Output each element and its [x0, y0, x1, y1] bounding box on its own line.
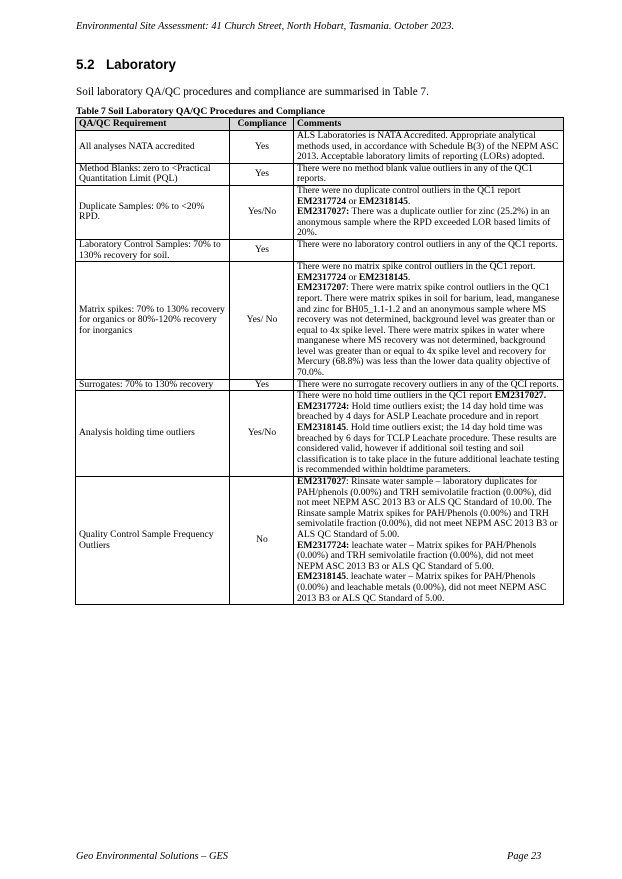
comments-cell [294, 477, 564, 605]
comment-text: leachate water – Matrix spikes for PAH/Phenols (0.00%) and TRH semivolatile fraction (0.00%), did not meet NEPM ASC 2013 B3 or ALS QC Standard of 5.00. [297, 539, 537, 572]
report-id: EM2317724: [297, 539, 350, 551]
compliance-cell: No [230, 477, 294, 605]
compliance-cell: Yes [230, 131, 294, 164]
comment-text: There were no method blank value outliers in any of the QC1 reports. [297, 162, 533, 185]
requirement-cell: Analysis holding time outliers [76, 391, 230, 477]
comments-cell [294, 262, 564, 380]
report-id: EM2317027 [297, 476, 347, 487]
comment-text: or [346, 271, 359, 283]
requirement-cell: Quality Control Sample Frequency Outliers [76, 477, 230, 605]
report-id: EM2317724 [297, 195, 347, 207]
requirement-cell: Laboratory Control Samples: 70% to 130% recovery for soil. [76, 239, 230, 261]
report-id: EM2317027. [494, 390, 547, 402]
table-row [76, 163, 564, 185]
comment-text: . [407, 195, 411, 207]
comment-paragraph [297, 240, 561, 251]
comment-paragraph [297, 380, 561, 391]
comment-paragraph [297, 207, 561, 239]
comment-text: . [407, 271, 411, 283]
comments-cell [294, 131, 564, 164]
section-number: 5.2 [76, 57, 95, 72]
compliance-cell: Yes/No [230, 391, 294, 477]
header-comments: Comments [294, 118, 564, 131]
comment-text: or [346, 195, 359, 207]
table-row [76, 185, 564, 239]
qaqc-table [75, 117, 564, 605]
comments-cell [294, 379, 564, 391]
header-requirement: QA/QC Requirement [76, 118, 230, 131]
report-id: EM2317207 [297, 282, 347, 294]
comment-text: : Rinsate water sample – laboratory duplicates for PAH/phenols (0.00%) and TRH semivolatile fraction (0.00%), did not meet NEPM ASC 2013 B3 or ALS QC Standard of 10.00. The Rinsate sample Matrix spikes for PAH/Phenols (0.00%) and TRH semivolatile fraction (0.00%), did not meet NEPM ASC 2013 B3 or ALS QC Standard of 5.00. [297, 476, 558, 540]
report-id: EM2318145 [358, 195, 408, 207]
intro-paragraph: Soil laboratory QA/QC procedures and compliance are summarised in Table 7. [76, 86, 429, 98]
table-row [76, 239, 564, 261]
comments-cell [294, 185, 564, 239]
comment-paragraph [297, 541, 561, 573]
comment-text: : There were matrix spike control outliers in the QC1 report. There were matrix spikes in soil for barium, lead, manganese and zinc for BH05_1.1-1.2 and an anonymous sample where MS recovery was not determined, background level was greater than or equal to 4x spike level. There were matrix spikes in water where manganese where MS recovery was not determined, background level was greater than or equal to 4x spike level and recovery for Mercury (68.8%) was less than the lower data quality objective of 70.0%. [297, 282, 560, 379]
requirement-cell: All analyses NATA accredited [76, 131, 230, 164]
comment-paragraph [297, 283, 561, 378]
table-header-row [76, 118, 564, 131]
requirement-cell: Matrix spikes: 70% to 130% recovery for organics or 80%-120% recovery for inorganics [76, 262, 230, 380]
compliance-cell: Yes [230, 163, 294, 185]
comment-text: There were no duplicate control outliers in the QC1 report [297, 184, 521, 196]
report-id: EM2317724: [297, 400, 350, 412]
table-row [76, 379, 564, 391]
table-row [76, 391, 564, 477]
comment-paragraph [297, 131, 561, 163]
comment-text: ALS Laboratories is NATA Accredited. Appropriate analytical methods used, in accordance with Schedule B(3) of the NEPM ASC 2013. Acceptable laboratory limits of reporting (LORs) adopted. [297, 130, 559, 163]
report-id: EM2318145 [297, 571, 347, 583]
section-title: Laboratory [106, 57, 176, 72]
comment-text: There was a duplicate outlier for zinc (25.2%) in an anonymous sample where the RPD exceeded LOR based limits of 20%. [297, 206, 551, 239]
comment-paragraph [297, 402, 561, 476]
compliance-cell: Yes [230, 239, 294, 261]
comment-text: There were no hold time outliers in the QC1 report [297, 390, 495, 402]
compliance-cell: Yes [230, 379, 294, 391]
comment-paragraph [297, 477, 561, 541]
table-row [76, 131, 564, 164]
footer-company: Geo Environmental Solutions – GES [76, 851, 228, 862]
table-caption: Table 7 Soil Laboratory QA/QC Procedures and Compliance [76, 106, 326, 117]
comment-text: There were no matrix spike control outliers in the QC1 report. [297, 261, 536, 273]
comments-cell [294, 163, 564, 185]
compliance-cell: Yes/ No [230, 262, 294, 380]
report-id: EM2318145 [358, 271, 408, 283]
header-compliance: Compliance [230, 118, 294, 131]
section-heading [76, 57, 176, 72]
comment-paragraph [297, 186, 561, 207]
report-id: EM2317724 [297, 271, 347, 283]
running-header: Environmental Site Assessment: 41 Church Street, North Hobart, Tasmania. October 2023. [76, 21, 455, 32]
comment-text: There were no surrogate recovery outliers in any of the QCI reports. [297, 378, 559, 390]
report-id: EM2318145 [297, 422, 347, 434]
requirement-cell: Duplicate Samples: 0% to <20% RPD. [76, 185, 230, 239]
comments-cell [294, 391, 564, 477]
comment-text: Hold time outliers exist; the 14 day hold time was breached by 4 days for ASLP Leachate procedure and in report [297, 400, 544, 423]
comment-paragraph [297, 572, 561, 604]
comment-paragraph [297, 164, 561, 185]
comment-text: There were no laboratory control outliers in any of the QC1 reports. [297, 238, 558, 250]
compliance-cell: Yes/No [230, 185, 294, 239]
table-row [76, 262, 564, 380]
footer-page-number: Page 23 [507, 851, 542, 862]
comments-cell [294, 239, 564, 261]
table-row [76, 477, 564, 605]
requirement-cell: Method Blanks: zero to <Practical Quantitation Limit (PQL) [76, 163, 230, 185]
comment-text: . Hold time outliers exist; the 14 day hold time was breached by 6 days for TCLP Leachate procedure. These results are considered valid, however if additional soil testing and soil classification is to take place in the future additional leachate testing is recommended within holdtime parameters. [297, 422, 560, 476]
requirement-cell: Surrogates: 70% to 130% recovery [76, 379, 230, 391]
comment-paragraph [297, 262, 561, 283]
report-id: EM2317027: [297, 206, 350, 218]
comment-text: . leachate water – Matrix spikes for PAH/Phenols (0.00%) and leachable metals (0.00%), did not meet NEPM ASC 2013 B3 or ALS QC Standard of 5.00. [297, 571, 547, 604]
